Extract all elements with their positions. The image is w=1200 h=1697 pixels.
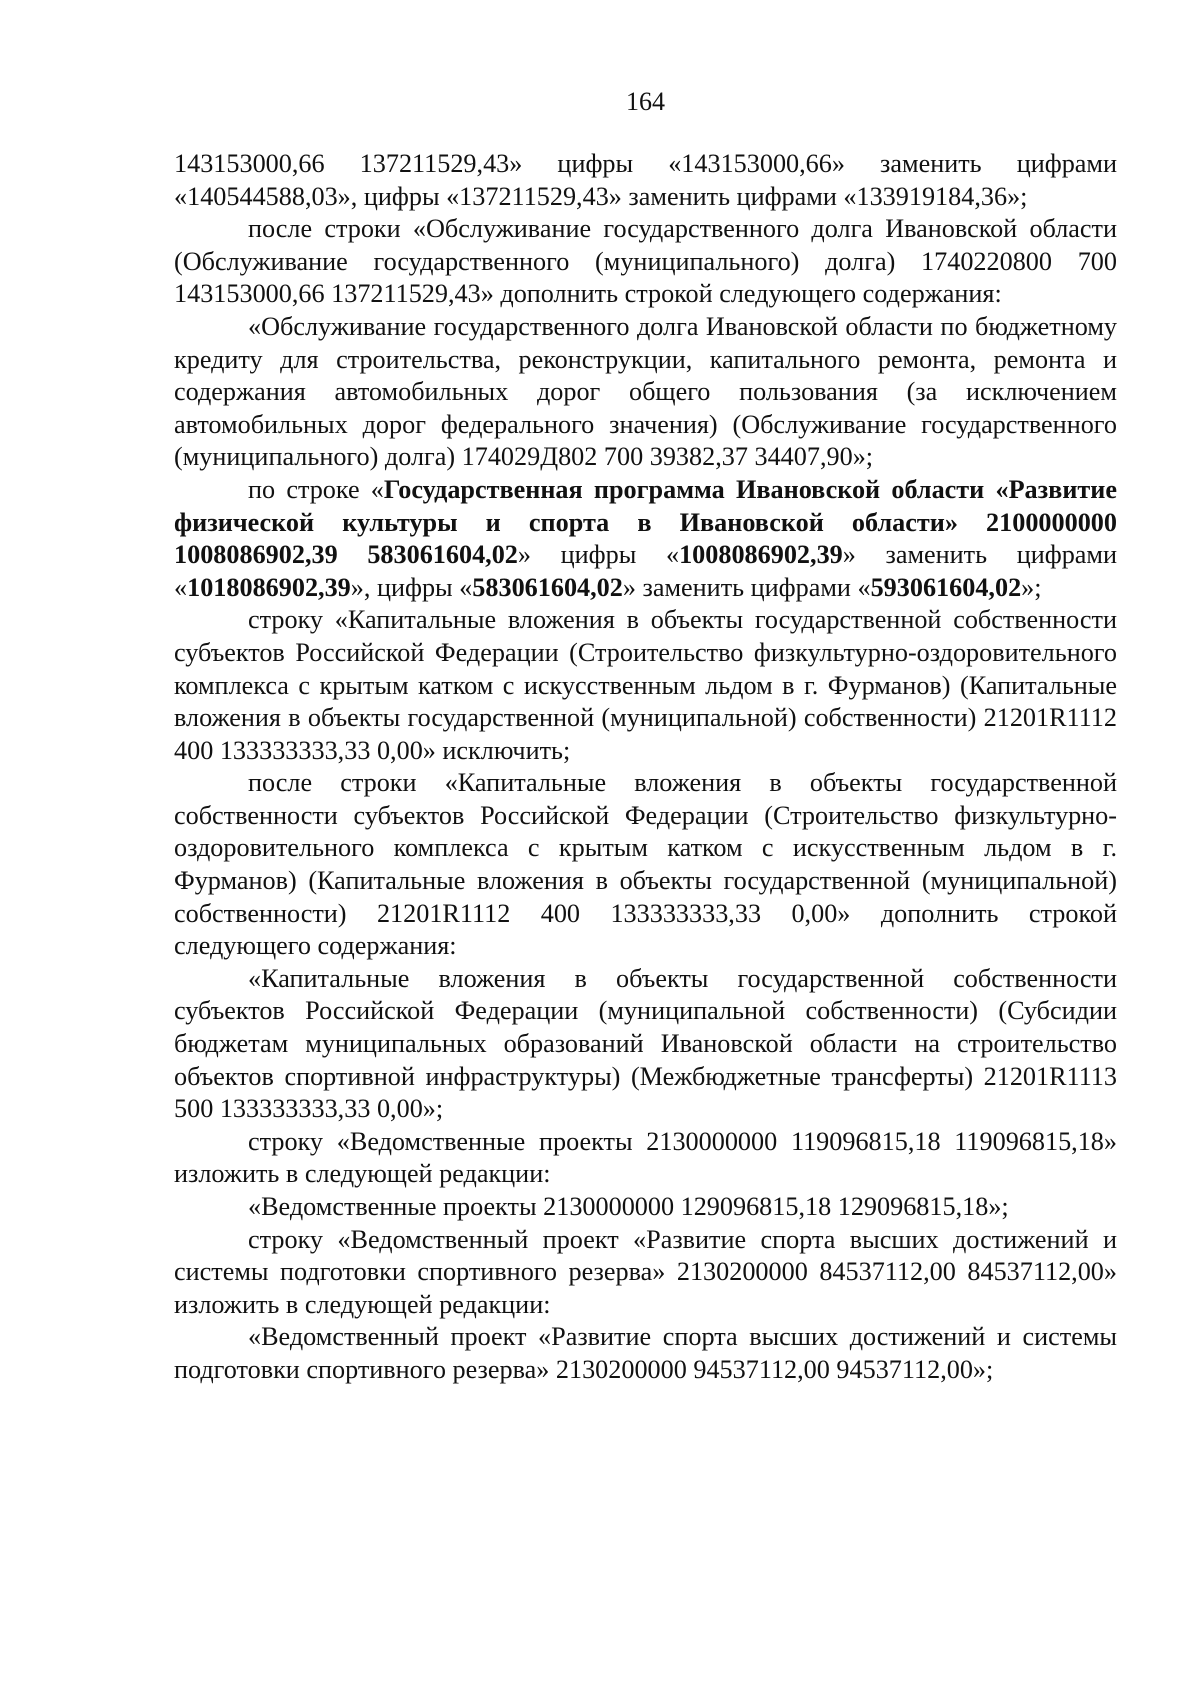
text-fragment: »; (1021, 572, 1042, 602)
paragraph-new-capital-investment-line: «Капитальные вложения в объекты государственной собственности субъектов Российской Федерации (муниципальной собственности) (Субсидии бюджетам муниципальных образований Ивановской области на строительство объектов спортивной инфраструктуры) (Межбюджетные трансферты) 21201R1113 500 133333333,33 0,00»; (174, 963, 1117, 1124)
paragraph-continuation: 143153000,66 137211529,43» цифры «143153000,66» заменить цифрами «140544588,03», цифры «137211529,43» заменить цифрами «133919184,36»; (174, 149, 1117, 211)
paragraph-after-capital-investment-line: после строки «Капитальные вложения в объекты государственной собственности субъектов Российской Федерации (Строительство физкультурно-оздоровительного комплекса с крытым катком с искусственным льдом в г. Фурманов) (Капитальные вложения в объекты государственной (муниципальной) собственности) 21201R1112 400 133333333,33 0,00» дополнить строкой следующего содержания: (174, 768, 1117, 961)
paragraph-departmental-project-sport-new: «Ведомственный проект «Развитие спорта высших достижений и системы подготовки спортивного резерва» 2130200000 94537112,00 94537112,00»; (174, 1322, 1117, 1384)
paragraph-sport-program (174, 474, 1117, 604)
paragraph-departmental-projects: строку «Ведомственные проекты 2130000000 119096815,18 119096815,18» изложить в следующей редакции: (174, 1126, 1117, 1189)
paragraph-debt-service-road-credit: «Обслуживание государственного долга Ивановской области по бюджетному кредиту для строительства, реконструкции, капитального ремонта, ремонта и содержания автомобильных дорог общего пользования (за исключением автомобильных дорог федерального значения) (Обслуживание государственного (муниципального) долга) 174029Д802 700 39382,37 34407,90»; (174, 311, 1117, 472)
bold-new-amount-1: 1018086902,39 (187, 572, 351, 602)
paragraph-departmental-project-sport: строку «Ведомственный проект «Развитие спорта высших достижений и системы подготовки спортивного резерва» 2130200000 84537112,00 84537112,00» изложить в следующей редакции: (174, 1224, 1117, 1319)
document-body (174, 148, 1117, 1387)
bold-old-amount-2: 583061604,02 (472, 572, 623, 602)
text-fragment: » заменить цифрами « (174, 540, 1118, 602)
paragraph-exclude-line: строку «Капитальные вложения в объекты государственной собственности субъектов Российской Федерации (Строительство физкультурно-оздоровительного комплекса с крытым катком с искусственным льдом в г. Фурманов) (Капитальные вложения в объекты государственной (муниципальной) собственности) 21201R1112 400 133333333,33 0,00» исключить; (174, 605, 1117, 765)
page-number: 164 (626, 87, 665, 116)
paragraph-after-debt-service-line: после строки «Обслуживание государственного долга Ивановской области (Обслуживание государственного (муниципального) долга) 1740220800 700 143153000,66 137211529,43» дополнить строкой следующего содержания: (174, 214, 1117, 309)
paragraph-departmental-projects-new: «Ведомственные проекты 2130000000 129096815,18 129096815,18»; (248, 1192, 1009, 1221)
text-fragment: » заменить цифрами « (622, 572, 871, 602)
text-fragment: », цифры « (350, 572, 473, 602)
bold-new-amount-2: 593061604,02 (870, 572, 1022, 602)
bold-program-title: Государственная программа Ивановской области «Развитие физической культуры и спорта в Ивановской области» 2100000000 1008086902,39 583061604,02 (174, 474, 1117, 570)
bold-old-amount-1: 1008086902,39 (679, 540, 843, 570)
text-fragment: » цифры « (517, 540, 680, 570)
text-fragment: по строке « (248, 474, 384, 504)
